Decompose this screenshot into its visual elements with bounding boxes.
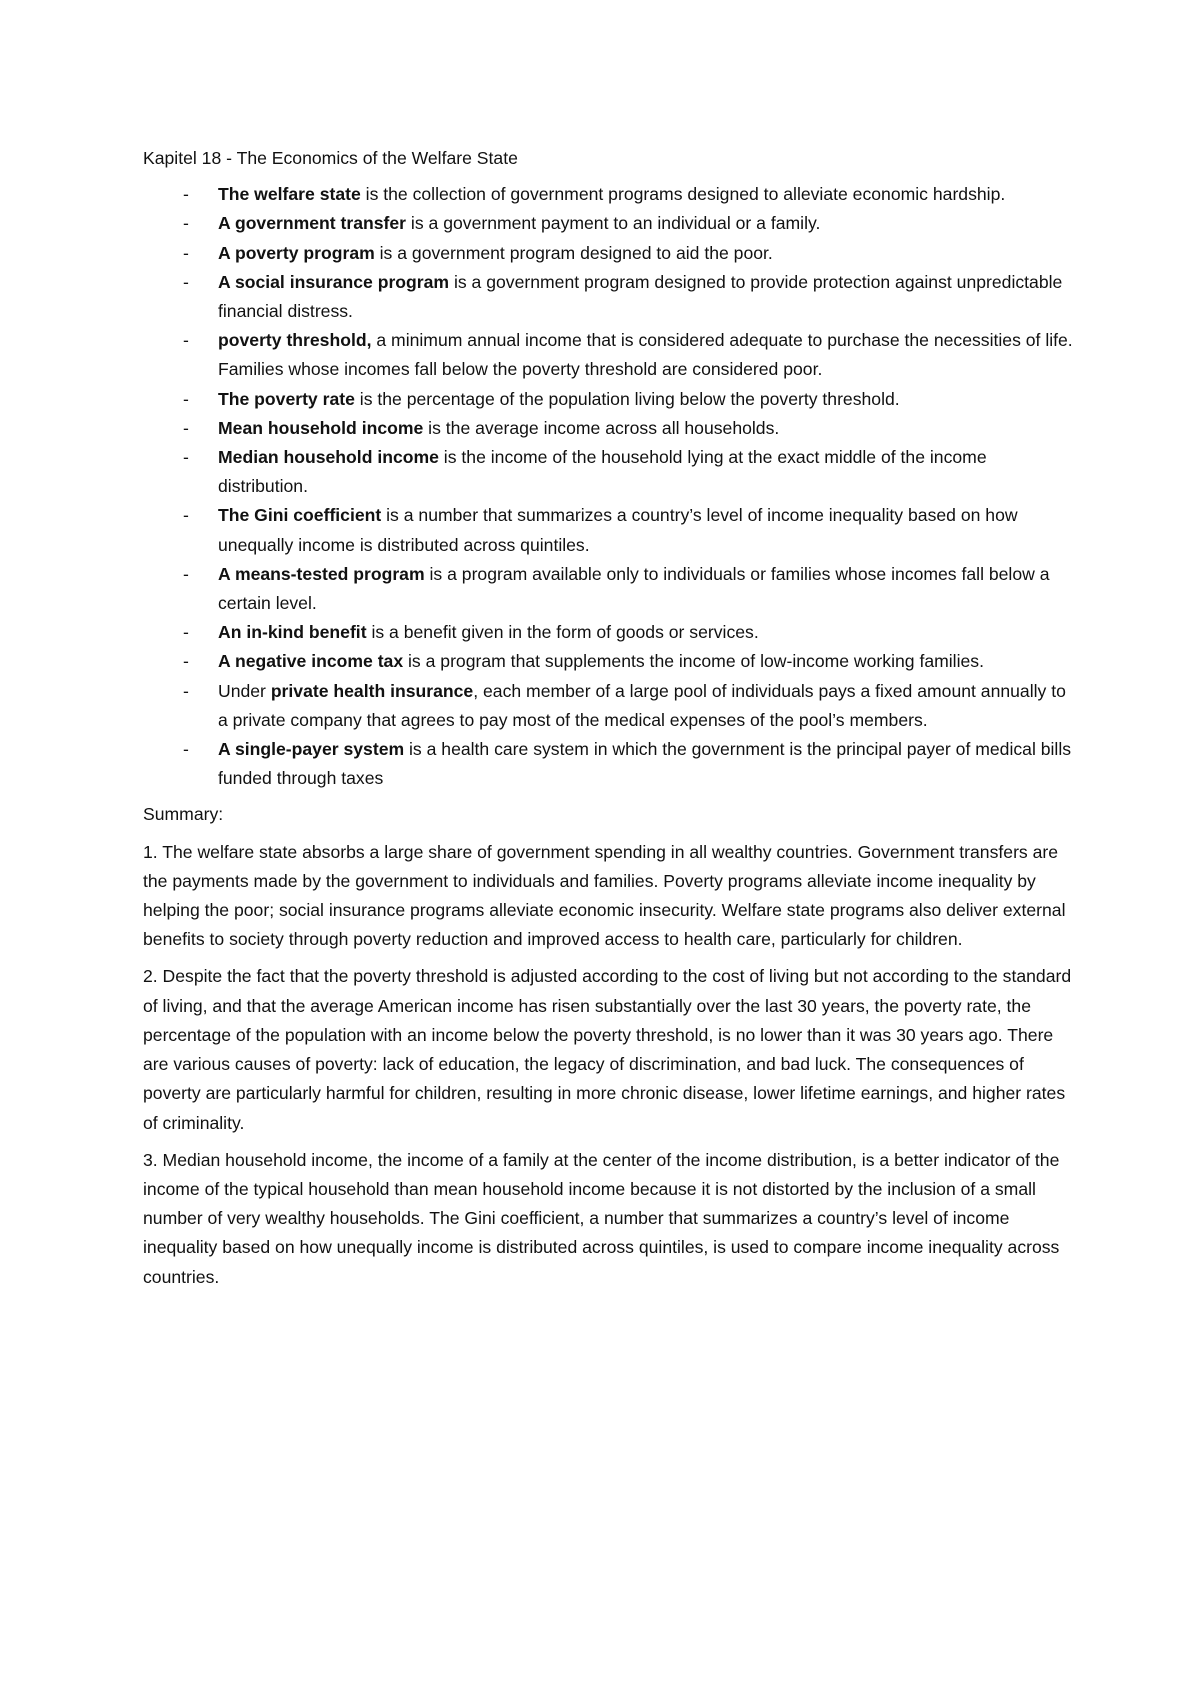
definition-item bbox=[143, 560, 1073, 618]
definition-term: A poverty program bbox=[218, 242, 375, 263]
definition-text: a minimum annual income that is considered adequate to purchase the necessities of life. Families whose incomes fall below the poverty threshold are considered poor. bbox=[218, 330, 1073, 380]
list-dash: - bbox=[183, 388, 189, 409]
definition-text: is a health care system in which the government is the principal payer of medical bills funded through taxes bbox=[218, 739, 1072, 789]
list-dash: - bbox=[183, 242, 189, 263]
list-dash: - bbox=[183, 271, 189, 292]
definition-text: is the percentage of the population living below the poverty threshold. bbox=[354, 388, 900, 409]
definition-text: , each member of a large pool of individuals pays a fixed amount annually to a private company that agrees to pay most of the medical expenses of the pool’s members. bbox=[218, 680, 1066, 730]
list-dash: - bbox=[183, 680, 189, 701]
list-dash: - bbox=[183, 563, 189, 584]
definition-term: Mean household income bbox=[218, 417, 424, 438]
definition-item bbox=[143, 239, 1073, 268]
definition-text: is the average income across all households. bbox=[423, 417, 780, 438]
definition-term: A means-tested program bbox=[218, 563, 425, 584]
document-page bbox=[143, 144, 1073, 1300]
list-dash: - bbox=[183, 505, 189, 526]
definition-text: is a program available only to individuals or families whose incomes fall below a certain level. bbox=[218, 563, 1050, 614]
definition-text: is a program that supplements the income of low-income working families. bbox=[403, 651, 984, 672]
summary-paragraph-3: 3. Median household income, the income of a family at the center of the income distribution, is a better indicator of the income of the typical household than mean household income because it is not distorted by the inclusion of a small number of very wealthy households. The Gini coefficient, a number that summarizes a country’s level of income inequality based on how unequally income is distributed across quintiles, is used to compare income inequality across countries. bbox=[143, 1149, 1060, 1287]
definition-item bbox=[143, 735, 1073, 793]
list-dash: - bbox=[183, 184, 189, 205]
definition-term: A social insurance program bbox=[218, 271, 450, 292]
summary-heading: Summary: bbox=[143, 804, 224, 825]
definition-text: is the collection of government programs designed to alleviate economic hardship. bbox=[360, 184, 1006, 205]
definition-text: is a government payment to an individual or a family. bbox=[406, 213, 821, 234]
definition-item bbox=[143, 385, 1073, 414]
definition-term: A single-payer system bbox=[218, 739, 405, 760]
definition-item bbox=[143, 209, 1073, 238]
definition-item bbox=[143, 180, 1073, 209]
list-dash: - bbox=[183, 213, 189, 234]
definition-item bbox=[143, 326, 1073, 384]
definition-term: Median household income bbox=[218, 447, 439, 468]
definition-item bbox=[143, 677, 1073, 735]
definition-item bbox=[143, 618, 1073, 647]
definition-term: A negative income tax bbox=[218, 651, 404, 672]
definition-text: is a benefit given in the form of goods or services. bbox=[366, 622, 759, 643]
list-dash: - bbox=[183, 739, 189, 760]
definition-item bbox=[143, 647, 1073, 676]
definition-list bbox=[143, 180, 1073, 793]
document-title: Kapitel 18 - The Economics of the Welfare State bbox=[143, 148, 518, 168]
definition-term: The welfare state bbox=[218, 184, 361, 205]
definition-term: An in-kind benefit bbox=[218, 622, 367, 643]
definition-term: poverty threshold, bbox=[218, 330, 372, 351]
definition-text: is a government program designed to provide protection against unpredictable financial distress. bbox=[218, 271, 1063, 322]
definition-term: private health insurance bbox=[270, 680, 474, 701]
list-dash: - bbox=[183, 651, 189, 672]
definition-item bbox=[143, 268, 1073, 326]
definition-prefix: Under bbox=[218, 680, 271, 701]
definition-term: The Gini coefficient bbox=[218, 505, 382, 526]
list-dash: - bbox=[183, 330, 189, 351]
definition-item bbox=[143, 414, 1073, 443]
definition-term: A government transfer bbox=[218, 213, 407, 234]
summary-paragraph-1: 1. The welfare state absorbs a large share of government spending in all wealthy countries. Government transfers are the payments made by the government to individuals and families. Poverty programs alleviate income inequality by helping the poor; social insurance programs alleviate economic insecurity. Welfare state programs also deliver external benefits to society through poverty reduction and improved access to health care, particularly for children. bbox=[143, 841, 1066, 950]
list-dash: - bbox=[183, 447, 189, 468]
definition-text: is the income of the household lying at the exact middle of the income distribution. bbox=[218, 447, 987, 497]
list-dash: - bbox=[183, 417, 189, 438]
definition-item bbox=[143, 501, 1073, 559]
summary-paragraph-2: 2. Despite the fact that the poverty threshold is adjusted according to the cost of living but not according to the standard of living, and that the average American income has risen substantially over the last 30 years, the poverty rate, the percentage of the population with an income below the poverty threshold, is no lower than it was 30 years ago. There are various causes of poverty: lack of education, the legacy of discrimination, and bad luck. The consequences of poverty are particularly harmful for children, resulting in more chronic disease, lower lifetime earnings, and higher rates of criminality. bbox=[143, 966, 1072, 1133]
definition-term: The poverty rate bbox=[218, 388, 355, 409]
definition-text: is a government program designed to aid the poor. bbox=[374, 242, 773, 263]
list-dash: - bbox=[183, 622, 189, 643]
definition-item bbox=[143, 443, 1073, 501]
definition-text: is a number that summarizes a country’s level of income inequality based on how unequally income is distributed across quintiles. bbox=[218, 505, 1018, 555]
